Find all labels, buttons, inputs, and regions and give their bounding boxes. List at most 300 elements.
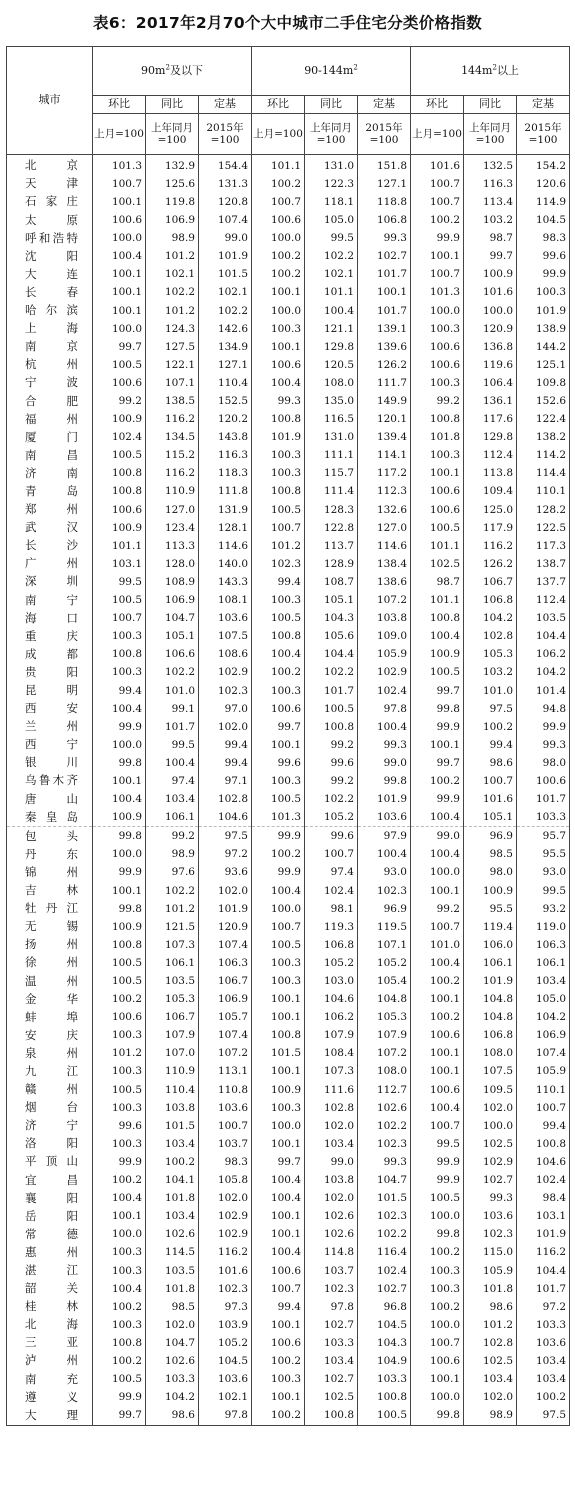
city-name: 天津 bbox=[7, 175, 93, 193]
index-value: 100.6 bbox=[411, 356, 464, 374]
city-name: 广州 bbox=[7, 555, 93, 573]
index-value: 100.7 bbox=[93, 609, 146, 627]
index-value: 139.6 bbox=[358, 338, 411, 356]
index-value: 101.6 bbox=[464, 790, 517, 808]
index-value: 102.3 bbox=[305, 1280, 358, 1298]
index-value: 107.2 bbox=[199, 1045, 252, 1063]
table-row bbox=[7, 410, 570, 428]
index-value: 106.9 bbox=[199, 990, 252, 1008]
index-value: 131.9 bbox=[199, 501, 252, 519]
index-value: 107.9 bbox=[305, 1027, 358, 1045]
city-name: 韶关 bbox=[7, 1280, 93, 1298]
index-value: 100.9 bbox=[252, 1081, 305, 1099]
table-row bbox=[7, 193, 570, 211]
table-row bbox=[7, 846, 570, 864]
index-value: 134.5 bbox=[146, 428, 199, 446]
index-value: 103.6 bbox=[199, 609, 252, 627]
index-value: 108.0 bbox=[464, 1045, 517, 1063]
index-value: 103.5 bbox=[146, 1262, 199, 1280]
index-value: 100.2 bbox=[252, 846, 305, 864]
city-name: 无锡 bbox=[7, 918, 93, 936]
index-value: 100.2 bbox=[252, 266, 305, 284]
city-name: 南昌 bbox=[7, 447, 93, 465]
index-value: 100.7 bbox=[93, 175, 146, 193]
city-name: 兰州 bbox=[7, 718, 93, 736]
index-value: 106.0 bbox=[464, 936, 517, 954]
city-name: 常德 bbox=[7, 1226, 93, 1244]
index-value: 103.7 bbox=[305, 1262, 358, 1280]
index-value: 102.2 bbox=[146, 882, 199, 900]
index-value: 100.4 bbox=[252, 374, 305, 392]
index-value: 100.0 bbox=[411, 1388, 464, 1406]
index-value: 119.4 bbox=[464, 918, 517, 936]
city-name: 长春 bbox=[7, 284, 93, 302]
city-name: 宁波 bbox=[7, 374, 93, 392]
index-value: 102.7 bbox=[358, 247, 411, 265]
index-value: 102.1 bbox=[199, 284, 252, 302]
index-value: 100.0 bbox=[411, 864, 464, 882]
index-value: 107.2 bbox=[358, 1045, 411, 1063]
index-value: 100.2 bbox=[411, 972, 464, 990]
table-row bbox=[7, 1081, 570, 1099]
index-value: 101.2 bbox=[146, 247, 199, 265]
index-value: 100.3 bbox=[411, 447, 464, 465]
city-name: 武汉 bbox=[7, 519, 93, 537]
index-value: 100.1 bbox=[93, 1207, 146, 1225]
index-value: 100.2 bbox=[93, 1171, 146, 1189]
index-value: 105.9 bbox=[464, 1262, 517, 1280]
index-value: 104.3 bbox=[358, 1334, 411, 1352]
table-row bbox=[7, 320, 570, 338]
index-value: 102.7 bbox=[305, 1370, 358, 1388]
index-value: 99.2 bbox=[411, 900, 464, 918]
index-value: 99.1 bbox=[146, 700, 199, 718]
index-value: 100.1 bbox=[252, 1316, 305, 1334]
index-value: 109.5 bbox=[464, 1081, 517, 1099]
index-value: 99.8 bbox=[411, 1226, 464, 1244]
index-value: 103.4 bbox=[146, 1207, 199, 1225]
index-value: 98.0 bbox=[517, 754, 570, 772]
index-value: 99.9 bbox=[93, 1388, 146, 1406]
index-value: 106.9 bbox=[146, 211, 199, 229]
table-row bbox=[7, 1027, 570, 1045]
index-value: 108.1 bbox=[199, 591, 252, 609]
index-value: 100.1 bbox=[358, 284, 411, 302]
index-value: 102.0 bbox=[199, 718, 252, 736]
index-value: 100.2 bbox=[517, 1388, 570, 1406]
group-header-medium: $90-144m^2$ bbox=[252, 47, 411, 96]
index-value: 101.0 bbox=[464, 682, 517, 700]
index-value: 97.8 bbox=[358, 700, 411, 718]
index-value: 100.5 bbox=[358, 1406, 411, 1425]
index-value: 154.4 bbox=[199, 155, 252, 176]
index-value: 100.1 bbox=[252, 284, 305, 302]
index-value: 100.7 bbox=[252, 519, 305, 537]
index-value: 110.9 bbox=[146, 483, 199, 501]
index-value: 99.8 bbox=[93, 900, 146, 918]
index-value: 97.3 bbox=[199, 1298, 252, 1316]
index-value: 102.9 bbox=[199, 1207, 252, 1225]
index-value: 101.7 bbox=[146, 718, 199, 736]
index-value: 102.9 bbox=[199, 1226, 252, 1244]
index-value: 102.8 bbox=[305, 1099, 358, 1117]
index-value: 102.0 bbox=[464, 1099, 517, 1117]
index-value: 117.3 bbox=[517, 537, 570, 555]
index-value: 104.4 bbox=[517, 627, 570, 645]
index-value: 100.5 bbox=[411, 1189, 464, 1207]
index-value: 100.3 bbox=[411, 374, 464, 392]
index-value: 98.7 bbox=[411, 573, 464, 591]
index-value: 106.8 bbox=[464, 1027, 517, 1045]
city-name: 锦州 bbox=[7, 864, 93, 882]
index-value: 137.7 bbox=[517, 573, 570, 591]
index-value: 99.4 bbox=[199, 754, 252, 772]
index-value: 102.2 bbox=[305, 790, 358, 808]
index-value: 100.3 bbox=[411, 320, 464, 338]
index-value: 99.9 bbox=[411, 790, 464, 808]
index-value: 152.6 bbox=[517, 392, 570, 410]
index-value: 105.3 bbox=[358, 1008, 411, 1026]
index-value: 102.2 bbox=[146, 284, 199, 302]
index-value: 101.9 bbox=[517, 1226, 570, 1244]
index-value: 99.2 bbox=[305, 736, 358, 754]
index-value: 100.0 bbox=[252, 900, 305, 918]
index-value: 120.8 bbox=[199, 193, 252, 211]
index-value: 100.1 bbox=[93, 284, 146, 302]
index-value: 108.4 bbox=[305, 1045, 358, 1063]
index-value: 106.2 bbox=[517, 646, 570, 664]
group-header-large: $144m^2$以上 bbox=[411, 47, 570, 96]
index-value: 101.7 bbox=[517, 1280, 570, 1298]
city-name: 大连 bbox=[7, 266, 93, 284]
city-name: 乌鲁木齐 bbox=[7, 772, 93, 790]
table-row bbox=[7, 972, 570, 990]
index-value: 118.3 bbox=[199, 465, 252, 483]
index-value: 97.5 bbox=[464, 700, 517, 718]
index-value: 102.0 bbox=[146, 1316, 199, 1334]
index-value: 96.9 bbox=[464, 827, 517, 846]
index-value: 139.1 bbox=[358, 320, 411, 338]
index-value: 100.3 bbox=[93, 1262, 146, 1280]
table-row bbox=[7, 1280, 570, 1298]
index-value: 106.7 bbox=[199, 972, 252, 990]
index-value: 100.6 bbox=[252, 356, 305, 374]
index-value: 101.9 bbox=[464, 972, 517, 990]
index-value: 103.3 bbox=[146, 1370, 199, 1388]
index-value: 122.4 bbox=[517, 410, 570, 428]
index-value: 122.8 bbox=[305, 519, 358, 537]
table-row bbox=[7, 211, 570, 229]
index-value: 107.5 bbox=[199, 627, 252, 645]
index-value: 99.2 bbox=[305, 772, 358, 790]
index-value: 100.3 bbox=[411, 1280, 464, 1298]
table-row bbox=[7, 266, 570, 284]
index-value: 100.8 bbox=[252, 627, 305, 645]
index-value: 104.4 bbox=[517, 1262, 570, 1280]
index-value: 114.4 bbox=[517, 465, 570, 483]
index-value: 102.3 bbox=[358, 1207, 411, 1225]
index-value: 101.1 bbox=[93, 537, 146, 555]
table-row bbox=[7, 790, 570, 808]
subcolumn-header-yoy: 同比 bbox=[464, 96, 517, 114]
index-value: 93.0 bbox=[358, 864, 411, 882]
index-value: 102.4 bbox=[305, 882, 358, 900]
index-value: 103.3 bbox=[517, 1316, 570, 1334]
index-value: 125.1 bbox=[517, 356, 570, 374]
index-value: 101.3 bbox=[93, 155, 146, 176]
index-value: 100.6 bbox=[411, 501, 464, 519]
index-value: 105.1 bbox=[464, 808, 517, 827]
index-value: 100.1 bbox=[252, 736, 305, 754]
table-row bbox=[7, 700, 570, 718]
table-row bbox=[7, 990, 570, 1008]
city-name: 吉林 bbox=[7, 882, 93, 900]
index-value: 100.0 bbox=[252, 302, 305, 320]
index-value: 100.2 bbox=[411, 1008, 464, 1026]
index-value: 99.5 bbox=[93, 573, 146, 591]
index-value: 102.7 bbox=[358, 1280, 411, 1298]
subcolumn-header-mom: 环比 bbox=[252, 96, 305, 114]
city-name: 哈尔滨 bbox=[7, 302, 93, 320]
index-value: 116.3 bbox=[199, 447, 252, 465]
base-header-yoy: 上年同月=100 bbox=[305, 114, 358, 155]
index-value: 99.3 bbox=[252, 392, 305, 410]
index-value: 102.0 bbox=[305, 1189, 358, 1207]
index-value: 103.6 bbox=[358, 808, 411, 827]
index-value: 100.1 bbox=[93, 302, 146, 320]
index-value: 112.7 bbox=[358, 1081, 411, 1099]
index-value: 100.3 bbox=[252, 465, 305, 483]
index-value: 100.5 bbox=[93, 972, 146, 990]
index-value: 99.8 bbox=[411, 700, 464, 718]
index-value: 100.3 bbox=[93, 1027, 146, 1045]
index-value: 99.8 bbox=[93, 754, 146, 772]
index-value: 114.9 bbox=[517, 193, 570, 211]
index-value: 120.9 bbox=[464, 320, 517, 338]
index-value: 107.9 bbox=[146, 1027, 199, 1045]
index-value: 95.5 bbox=[464, 900, 517, 918]
index-value: 102.4 bbox=[517, 1171, 570, 1189]
index-value: 100.7 bbox=[199, 1117, 252, 1135]
index-value: 100.2 bbox=[411, 772, 464, 790]
index-value: 107.4 bbox=[199, 936, 252, 954]
index-value: 100.1 bbox=[252, 1226, 305, 1244]
index-value: 102.7 bbox=[305, 1316, 358, 1334]
index-value: 104.5 bbox=[517, 211, 570, 229]
table-row bbox=[7, 447, 570, 465]
index-value: 100.3 bbox=[252, 972, 305, 990]
index-value: 111.7 bbox=[358, 374, 411, 392]
index-value: 100.6 bbox=[411, 1081, 464, 1099]
index-value: 99.4 bbox=[93, 682, 146, 700]
index-value: 93.6 bbox=[199, 864, 252, 882]
table-row bbox=[7, 1370, 570, 1388]
index-value: 100.5 bbox=[93, 447, 146, 465]
index-value: 99.9 bbox=[93, 864, 146, 882]
index-value: 104.7 bbox=[358, 1171, 411, 1189]
index-value: 100.7 bbox=[411, 1117, 464, 1135]
index-value: 106.1 bbox=[146, 808, 199, 827]
index-value: 97.9 bbox=[358, 827, 411, 846]
index-value: 110.1 bbox=[517, 1081, 570, 1099]
index-value: 100.1 bbox=[411, 247, 464, 265]
index-value: 110.4 bbox=[199, 374, 252, 392]
index-value: 100.4 bbox=[93, 700, 146, 718]
index-value: 101.2 bbox=[93, 1045, 146, 1063]
index-value: 128.9 bbox=[305, 555, 358, 573]
index-value: 102.6 bbox=[305, 1226, 358, 1244]
index-value: 106.8 bbox=[464, 591, 517, 609]
city-name: 桂林 bbox=[7, 1298, 93, 1316]
index-value: 113.7 bbox=[305, 537, 358, 555]
index-value: 120.9 bbox=[199, 918, 252, 936]
index-value: 138.9 bbox=[517, 320, 570, 338]
index-value: 122.5 bbox=[517, 519, 570, 537]
index-value: 100.2 bbox=[146, 1153, 199, 1171]
index-value: 100.3 bbox=[93, 1135, 146, 1153]
index-value: 107.4 bbox=[199, 211, 252, 229]
index-value: 138.2 bbox=[517, 428, 570, 446]
index-value: 128.2 bbox=[517, 501, 570, 519]
index-value: 106.8 bbox=[305, 936, 358, 954]
index-value: 127.1 bbox=[358, 175, 411, 193]
index-value: 100.0 bbox=[93, 229, 146, 247]
city-name: 泉州 bbox=[7, 1045, 93, 1063]
index-value: 100.5 bbox=[93, 1081, 146, 1099]
city-name: 昆明 bbox=[7, 682, 93, 700]
city-name: 洛阳 bbox=[7, 1135, 93, 1153]
index-value: 116.2 bbox=[199, 1244, 252, 1262]
index-value: 102.5 bbox=[305, 1388, 358, 1406]
city-name: 北京 bbox=[7, 155, 93, 176]
index-value: 99.8 bbox=[358, 772, 411, 790]
index-value: 100.1 bbox=[411, 1063, 464, 1081]
index-value: 100.7 bbox=[411, 266, 464, 284]
index-value: 106.3 bbox=[517, 936, 570, 954]
index-value: 106.9 bbox=[517, 1027, 570, 1045]
city-name: 上海 bbox=[7, 320, 93, 338]
index-value: 101.7 bbox=[517, 790, 570, 808]
index-value: 103.4 bbox=[305, 1352, 358, 1370]
index-value: 106.2 bbox=[305, 1008, 358, 1026]
table-row bbox=[7, 229, 570, 247]
index-value: 131.0 bbox=[305, 155, 358, 176]
table-row bbox=[7, 682, 570, 700]
index-value: 99.7 bbox=[411, 754, 464, 772]
index-value: 98.6 bbox=[464, 754, 517, 772]
index-value: 99.9 bbox=[411, 718, 464, 736]
subcolumn-header-yoy: 同比 bbox=[305, 96, 358, 114]
table-row bbox=[7, 573, 570, 591]
table-row bbox=[7, 1244, 570, 1262]
table-title: 表6：2017年2月70个大中城市二手住宅分类价格指数 bbox=[93, 14, 482, 32]
table-row bbox=[7, 754, 570, 772]
index-value: 107.1 bbox=[358, 936, 411, 954]
index-value: 104.2 bbox=[146, 1388, 199, 1406]
index-value: 131.0 bbox=[305, 428, 358, 446]
city-name: 泸州 bbox=[7, 1352, 93, 1370]
index-value: 125.6 bbox=[146, 175, 199, 193]
index-value: 106.1 bbox=[464, 954, 517, 972]
city-name: 唐山 bbox=[7, 790, 93, 808]
table-row bbox=[7, 627, 570, 645]
index-value: 125.0 bbox=[464, 501, 517, 519]
index-value: 100.6 bbox=[93, 1008, 146, 1026]
index-value: 100.6 bbox=[517, 772, 570, 790]
index-value: 107.2 bbox=[358, 591, 411, 609]
index-value: 99.9 bbox=[93, 718, 146, 736]
index-value: 116.3 bbox=[464, 175, 517, 193]
index-value: 113.3 bbox=[146, 537, 199, 555]
index-value: 104.5 bbox=[358, 1316, 411, 1334]
index-value: 99.4 bbox=[252, 573, 305, 591]
index-value: 100.3 bbox=[93, 1099, 146, 1117]
index-value: 99.8 bbox=[411, 1406, 464, 1425]
index-value: 103.3 bbox=[358, 1370, 411, 1388]
index-value: 132.9 bbox=[146, 155, 199, 176]
index-value: 116.2 bbox=[464, 537, 517, 555]
index-value: 99.2 bbox=[93, 392, 146, 410]
index-value: 100.4 bbox=[411, 627, 464, 645]
index-value: 97.0 bbox=[199, 700, 252, 718]
index-value: 127.0 bbox=[146, 501, 199, 519]
index-value: 100.8 bbox=[411, 609, 464, 627]
index-value: 97.5 bbox=[199, 827, 252, 846]
index-value: 122.3 bbox=[305, 175, 358, 193]
index-value: 105.9 bbox=[358, 646, 411, 664]
index-value: 99.3 bbox=[358, 229, 411, 247]
index-value: 138.5 bbox=[146, 392, 199, 410]
table-row bbox=[7, 827, 570, 846]
city-name: 南宁 bbox=[7, 591, 93, 609]
index-value: 112.4 bbox=[517, 591, 570, 609]
index-value: 98.7 bbox=[464, 229, 517, 247]
index-value: 119.3 bbox=[305, 918, 358, 936]
city-name: 湛江 bbox=[7, 1262, 93, 1280]
index-value: 100.1 bbox=[411, 736, 464, 754]
base-header-base: 2015年=100 bbox=[199, 114, 252, 155]
index-value: 98.3 bbox=[199, 1153, 252, 1171]
index-value: 136.1 bbox=[464, 392, 517, 410]
index-value: 119.0 bbox=[517, 918, 570, 936]
index-value: 101.5 bbox=[252, 1045, 305, 1063]
index-value: 100.2 bbox=[252, 1352, 305, 1370]
index-value: 100.4 bbox=[146, 754, 199, 772]
index-value: 99.9 bbox=[411, 1171, 464, 1189]
index-value: 102.5 bbox=[464, 1135, 517, 1153]
index-value: 118.8 bbox=[358, 193, 411, 211]
index-value: 100.8 bbox=[93, 465, 146, 483]
index-value: 100.4 bbox=[93, 1189, 146, 1207]
index-value: 102.0 bbox=[305, 1117, 358, 1135]
table-row bbox=[7, 1171, 570, 1189]
city-column-header: 城市 bbox=[7, 47, 93, 155]
index-value: 99.8 bbox=[93, 827, 146, 846]
index-value: 119.6 bbox=[464, 356, 517, 374]
table-row bbox=[7, 1406, 570, 1425]
index-value: 103.4 bbox=[146, 790, 199, 808]
index-value: 100.5 bbox=[252, 501, 305, 519]
index-value: 106.1 bbox=[146, 954, 199, 972]
index-value: 101.7 bbox=[358, 302, 411, 320]
index-value: 100.1 bbox=[252, 1135, 305, 1153]
subcolumn-header-base: 定基 bbox=[358, 96, 411, 114]
table-row bbox=[7, 537, 570, 555]
base-header-mom: 上月=100 bbox=[411, 114, 464, 155]
index-value: 117.6 bbox=[464, 410, 517, 428]
index-value: 99.7 bbox=[252, 1153, 305, 1171]
index-value: 100.6 bbox=[252, 211, 305, 229]
